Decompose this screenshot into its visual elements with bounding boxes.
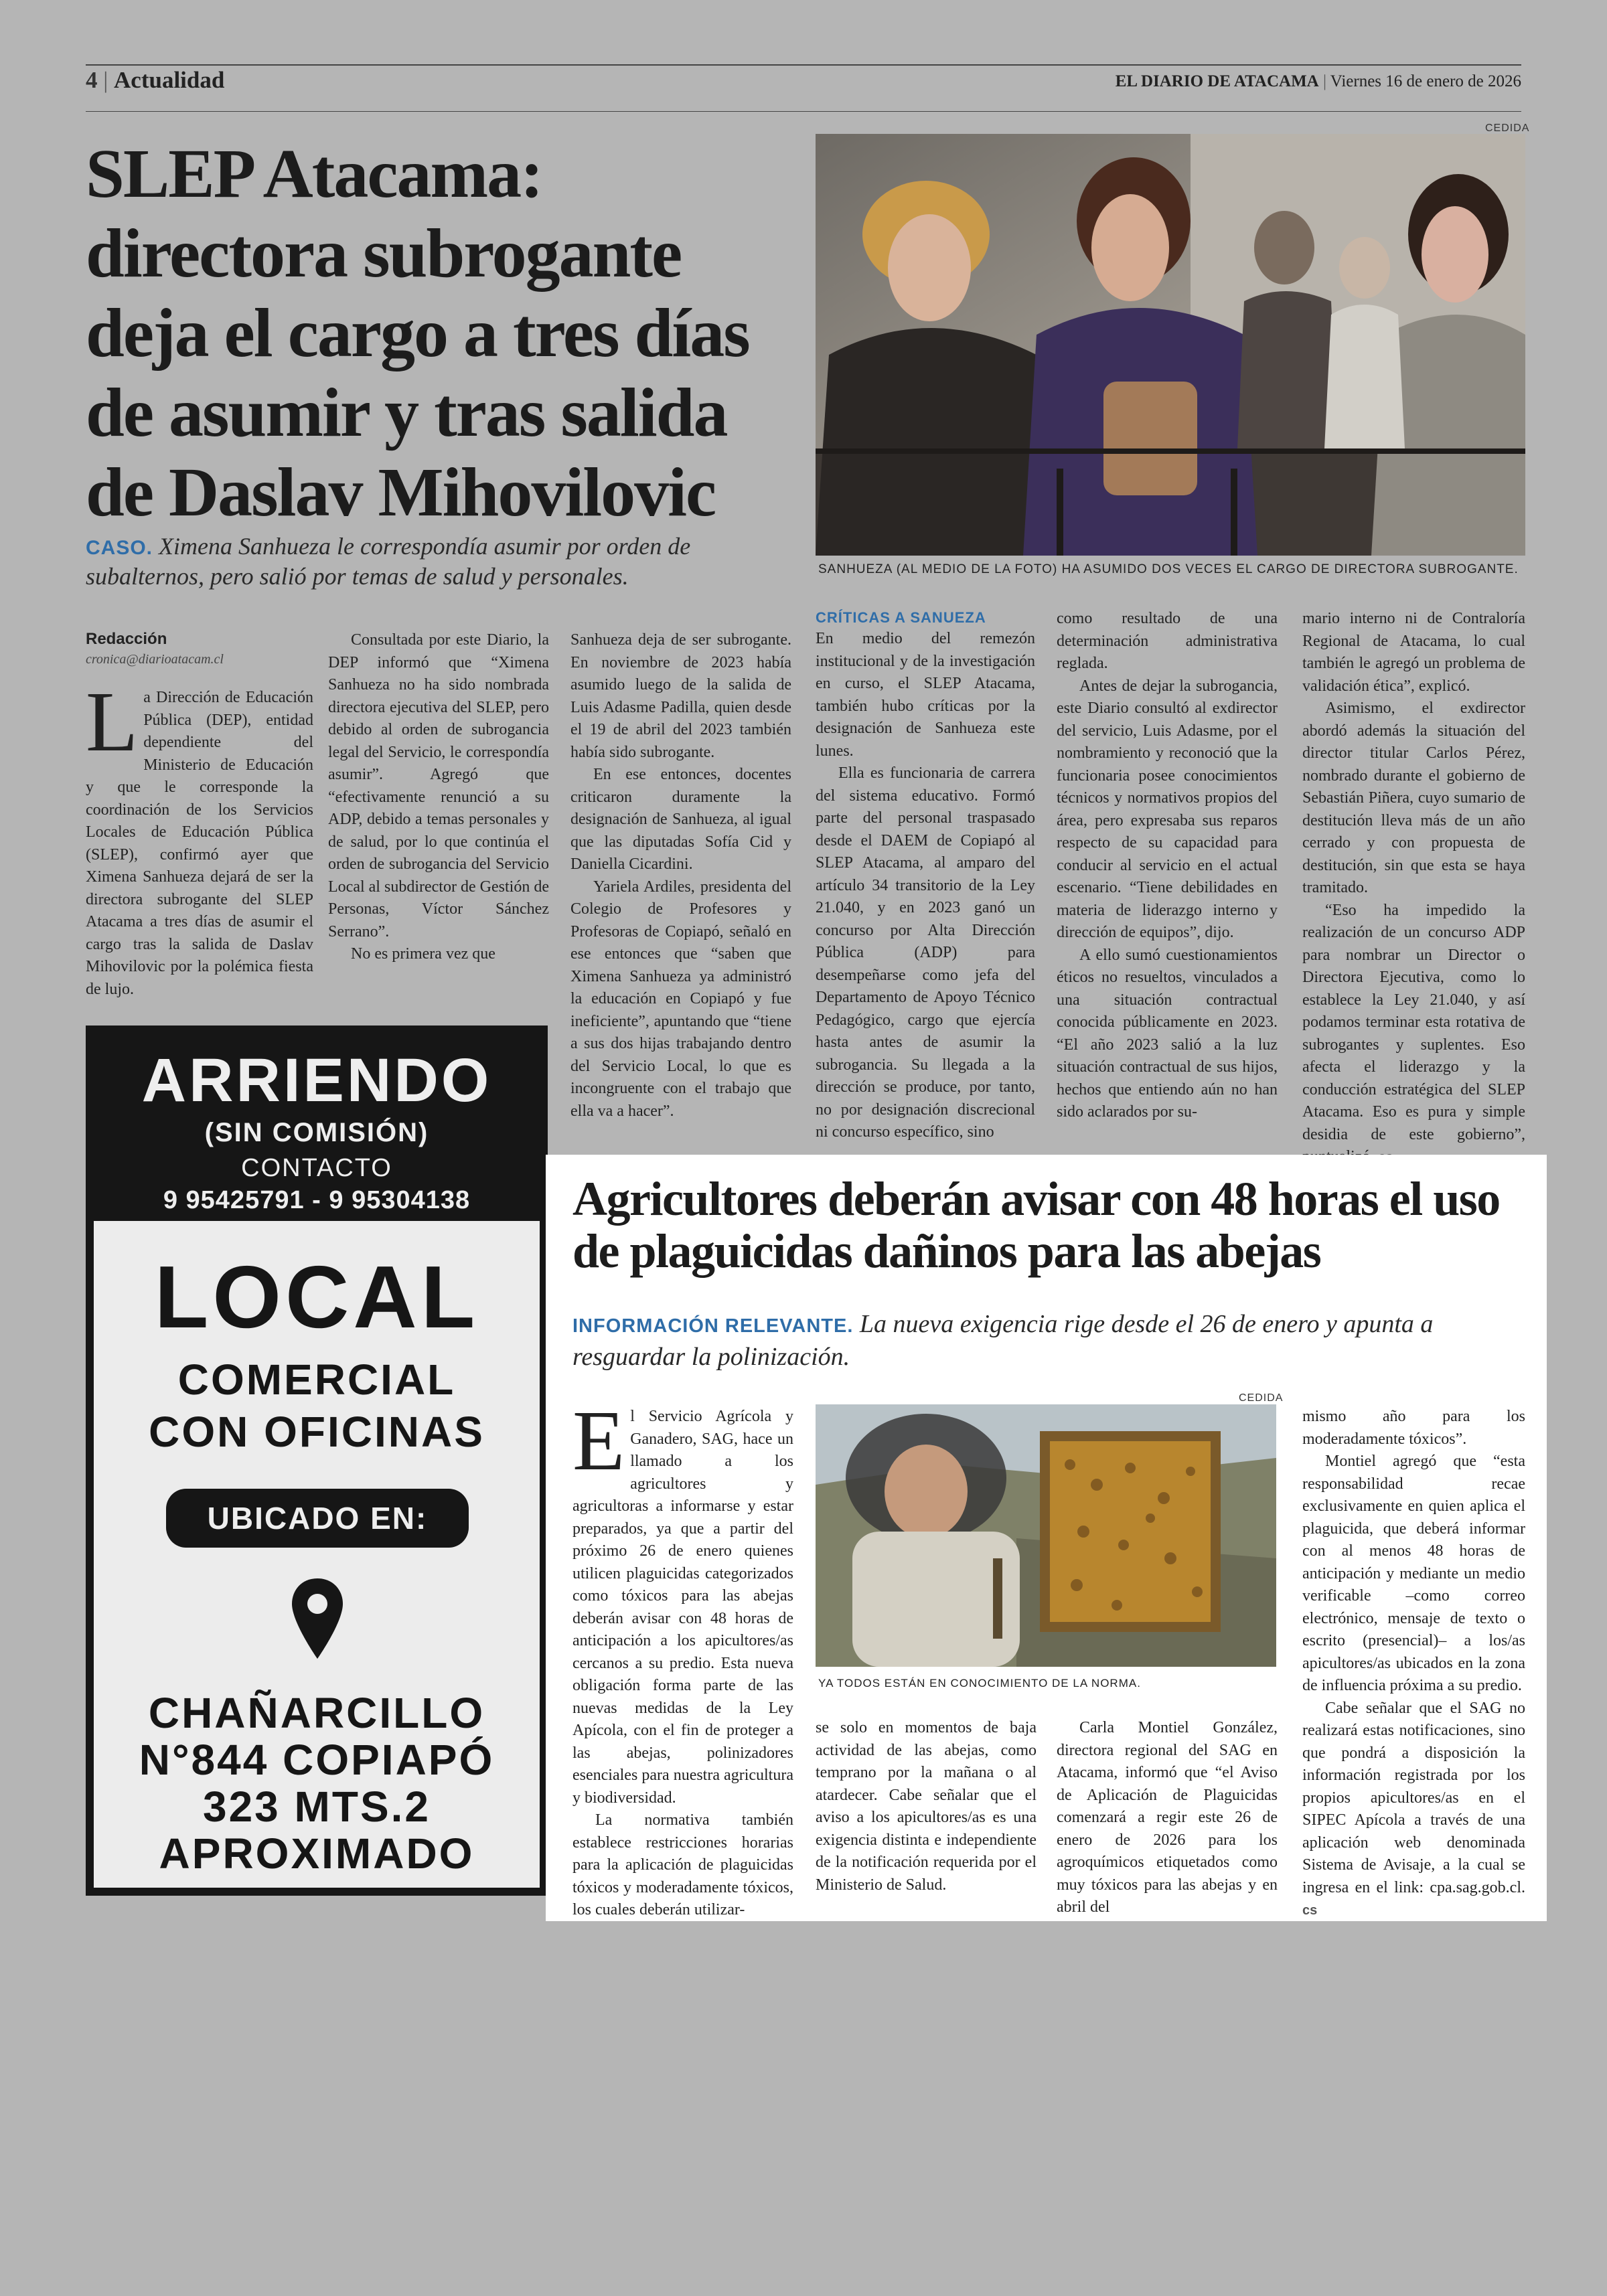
drop-cap: E [572, 1393, 625, 1488]
article1-column-2 [328, 629, 549, 987]
article1-deck [86, 532, 789, 590]
article1-column-1 [86, 629, 313, 998]
article1-paragraph: Antes de dejar la subrogancia, este Diario consultó al exdirector del servicio, Luis Adasme, por el nombramiento y reconoció que la funcionaria posee conocimientos técnicos y normativos propios del área, pero expresaba sus reparos respecto de su capacidad para conducir al servicio en el actual escenario. “Tiene debilidades en materia de liderazgo interno y dirección de equipos”, dijo. [1057, 677, 1278, 941]
page-folio: 4 | Actualidad [86, 67, 225, 93]
drop-cap: L [86, 674, 139, 769]
audience-photo-illustration [816, 134, 1525, 556]
photo1-credit: CEDIDA [1485, 122, 1530, 134]
ad-address-line: N°844 COPIAPÓ [139, 1736, 495, 1784]
article2-deck-text: La nueva exigencia rige desde el 26 de enero y apunta a resguardar la polinización. [572, 1310, 1434, 1371]
article1-paragraph: En ese entonces, docentes criticaron duramente la designación de Sanhueza, al igual que las diputadas Sofía Cid y Daniella Cicardini. [570, 766, 791, 873]
photo1-caption: SANHUEZA (AL MEDIO DE LA FOTO) HA ASUMIDO DOS VECES EL CARGO DE DIRECTORA SUBROGANTE. [818, 562, 1519, 576]
ad-address [94, 1690, 540, 1877]
ad-contact-label: CONTACTO [241, 1154, 392, 1182]
article2-paragraph: Montiel agregó que “esta responsabilidad recae exclusivamente en quien aplica el plaguicida, que deberá informar con al menos 48 horas de anticipación y mediante un medio verificable –como correo electrónico, mensaje de texto o escrito (presencial)– a los/as apicultores/as ubicados en la zona de influencia próxima a su predio. [1302, 1453, 1525, 1694]
article2-closing-text: Cabe señalar que el SAG no realizará estas notificaciones, sino que pondrá a disposición la información registrada por los propios apicultores/as en el SIPEC Apícola a través de una aplicación web denominada Sistema de Avisaje, a la cual se ingresa en el link: cpa.sag.gob.cl. [1302, 1699, 1525, 1896]
article1-closing-text: “Eso ha impedido la realización de un concurso ADP para nombrar un Director o Directora Ejecutiva, como lo establece la Ley 21.040, y así podamos terminar esta rotativa de subrogantes y suplentes. Eso afecta el liderazgo y la conducción estratégica del SLEP Atacama. Eso es pura y simple desidia de este gobierno”, [1302, 901, 1525, 1143]
top-rule [86, 64, 1521, 66]
article1-paragraph: Sanhueza deja de ser subrogante. En noviembre de 2023 había asumido luego de la salida de Luis Adasme Padilla, quien desde el 19 de abril del 2023 también había sido subrogante. [570, 631, 791, 761]
ad-size-line: 323 MTS.2 [202, 1783, 431, 1831]
page-number: 4 [86, 67, 98, 93]
article1-paragraph: En medio del remezón institucional y de la investigación en curso, el SLEP Atacama, también hubo críticas por la designación de Sanhueza este lunes. [816, 630, 1035, 760]
article1-deck-text: Ximena Sanhueza le correspondía asumir por orden de subalternos, pero salió por temas de salud y personales. [86, 533, 691, 590]
article1-paragraph [1302, 900, 1525, 1169]
article1-subhead: CRÍTICAS A SANUEZA [816, 609, 986, 626]
classified-ad [86, 1026, 548, 1896]
ad-location-label: UBICADO EN: [166, 1489, 469, 1548]
article1-kicker: CASO. [86, 537, 153, 559]
article1-paragraph: Consultada por este Diario, la DEP informó que “Ximena Sanhueza no ha sido nombrada directora ejecutiva del SLEP, pero debido al orden de subrogancia legal del Servicio, le correspondía asumir”. Agregó que “efectivamente renunció a su ADP, debido a temas personales y de salud, por lo que continúa el orden de subrogancia del Servicio Local al subdirector de Gestión de Personas, Víctor Sánchez Serrano”. [328, 631, 549, 940]
ad-desc-line: CON OFICINAS [149, 1408, 485, 1456]
ad-address-line: CHAÑARCILLO [148, 1689, 485, 1737]
article1-paragraph: A ello sumó cuestionamientos éticos no resueltos, vinculados a una situación contractual conocida públicamente en 2023. “El año 2023 salió a la luz situación contractual de sus hijos, hechos que entiendo aún no han sido aclarados por su- [1057, 946, 1278, 1121]
photo2-credit: CEDIDA [1239, 1392, 1284, 1404]
ad-description [94, 1354, 540, 1458]
article2-column-2 [816, 1717, 1037, 1904]
article2-paragraph: Carla Montiel González, directora regional del SAG en Atacama, informó que “el Aviso de Aplicación de Plaguicidas comenzará a regir este 26 de enero de 2026 para los agroquímicos etiquetados como muy tóxicos para las abejas y en abril del [1057, 1719, 1278, 1916]
issue-date: Viernes 16 de enero de 2026 [1330, 72, 1521, 90]
section-name: Actualidad [114, 67, 225, 93]
article2-paragraph: La normativa también establece restricciones horarias para la aplicación de plaguicidas tóxicos y moderadamente tóxicos, los cuales deberán utilizar- [572, 1811, 793, 1918]
map-pin-icon [289, 1576, 346, 1663]
article2-column-4 [1302, 1406, 1525, 1918]
article1-column-3 [570, 629, 791, 1120]
article1-paragraph: No es primera vez que [351, 945, 495, 963]
article2-paragraph: mismo año para los moderadamente tóxicos”. [1302, 1408, 1525, 1448]
article1-headline: SLEP Atacama: directora subrogante deja el cargo a tres días de asumir y tras salida de Daslav Mihovilovic [86, 135, 749, 531]
ad-phones: 9 95425791 - 9 95304138 [163, 1186, 471, 1214]
article1-column-4 [816, 608, 1035, 1141]
byline: Redacción [86, 630, 167, 648]
article2-column-1 [572, 1393, 793, 1918]
article2-headline: Agricultores deberán avisar con 48 horas el uso de plaguicidas dañinos para las abejas [572, 1172, 1500, 1278]
end-mark-icon: cs [1302, 1903, 1318, 1918]
article1-paragraph: Yariela Ardiles, presidenta del Colegio de Profesores y Profesoras de Copiapó, señaló en ese entonces que “saben que Ximena Sanhueza ya administró la educación en Copiapó y fue ineficiente”, apuntando que “tiene a sus dos hijas trabajando dentro del Servicio Local, lo que es incongruente con el trabajo que ella va a hacer”. [570, 878, 791, 1120]
article2-paragraph: se solo en momentos de baja actividad de las abejas, como temprano por la mañana o al atardecer. Cabe señalar que el aviso a los apicultores/as es una exigencia distinta e independiente de la notificación requerida por el Ministerio de Salud. [816, 1719, 1037, 1894]
header-rule [86, 111, 1521, 112]
article1-paragraph: Asimismo, el exdirector abordó además la situación del director titular Carlos Pérez, nombrado durante el gobierno de Sebastián Piñera, cuyo sumario de destitución lleva más de un año cerrado y con propuesta de destitución, sin que esta se haya tramitado. [1302, 700, 1525, 896]
article1-paragraph: mario interno ni de Contraloría Regional de Atacama, lo cual también le agregó un problema de validación ética”, explicó. [1302, 610, 1525, 695]
publication-name: EL DIARIO DE ATACAMA [1115, 72, 1319, 90]
article1-paragraph: Ella es funcionaria de carrera del sistema educativo. Formó parte del personal traspasado desde el DAEM de Copiapó al SLEP Atacama, al amparo del artículo 34 transitorio de la Ley 21.040, y en 2023 ganó un concurso por Alta Dirección Pública (ADP) para desempeñarse como jefa del Departamento de Apoyo Técnico Pedagógico, cargo que ejercía hasta antes de asumir la subrogancia. Su llegada a la dirección se produce, por tanto, no por designación discrecional ni concurso específico, sino [816, 764, 1035, 1141]
ad-desc-line: COMERCIAL [177, 1356, 456, 1404]
publication-line: EL DIARIO DE ATACAMA | Viernes 16 de enero de 2026 [1115, 72, 1521, 90]
beekeeper-photo-illustration [816, 1404, 1276, 1667]
byline-email: cronica@diarioatacam.cl [86, 652, 224, 667]
article2-paragraph [1302, 1698, 1525, 1922]
article1-column-5 [1057, 608, 1278, 1121]
article2-paragraph: l Servicio Agrícola y Ganadero, SAG, hace un llamado a los agricultores y agricultoras a informarse y estar preparados, ya que a partir del próximo 26 de enero quienes utilicen plaguicidas categorizados como tóxicos para las abejas deberán avisar con 48 horas de anticipación a los apicultores/as cercanos a su predio. Esta nueva obligación forma parte de las nuevas medidas de la Ley Apícola, con el fin de proteger a las abejas, polinizadores esenciales para nuestra agricultura y biodiversidad. [572, 1408, 793, 1807]
article1-column-6 [1302, 608, 1525, 1143]
ad-panel [94, 1221, 540, 1888]
ad-title: ARRIENDO [141, 1046, 492, 1115]
article2-kicker: INFORMACIÓN RELEVANTE. [572, 1315, 854, 1337]
article1-photo [816, 134, 1525, 556]
ad-main: LOCAL [154, 1248, 479, 1346]
article2-deck [572, 1309, 1523, 1372]
ad-size-note: APROXIMADO [159, 1829, 475, 1878]
article1-paragraph: como resultado de una determinación administrativa reglada. [1057, 610, 1278, 672]
photo2-caption: YA TODOS ESTÁN EN CONOCIMIENTO DE LA NORMA. [818, 1677, 1141, 1690]
ad-subtitle: (SIN COMISIÓN) [204, 1118, 429, 1147]
article2-column-3 [1057, 1717, 1278, 1916]
article1-paragraph: a Dirección de Educación Pública (DEP), entidad dependiente del Ministerio de Educación y que le corresponde la coordinación de los Servicios Locales de Educación Pública (SLEP), confirmó ayer que Ximena Sanhueza dejará de ser la directora subrogante del SLEP Atacama a tres días de asumir el cargo tras la salida de Daslav Mihovilovic por la polémica fiesta de lujo. [86, 689, 313, 998]
article2-photo [816, 1404, 1276, 1667]
